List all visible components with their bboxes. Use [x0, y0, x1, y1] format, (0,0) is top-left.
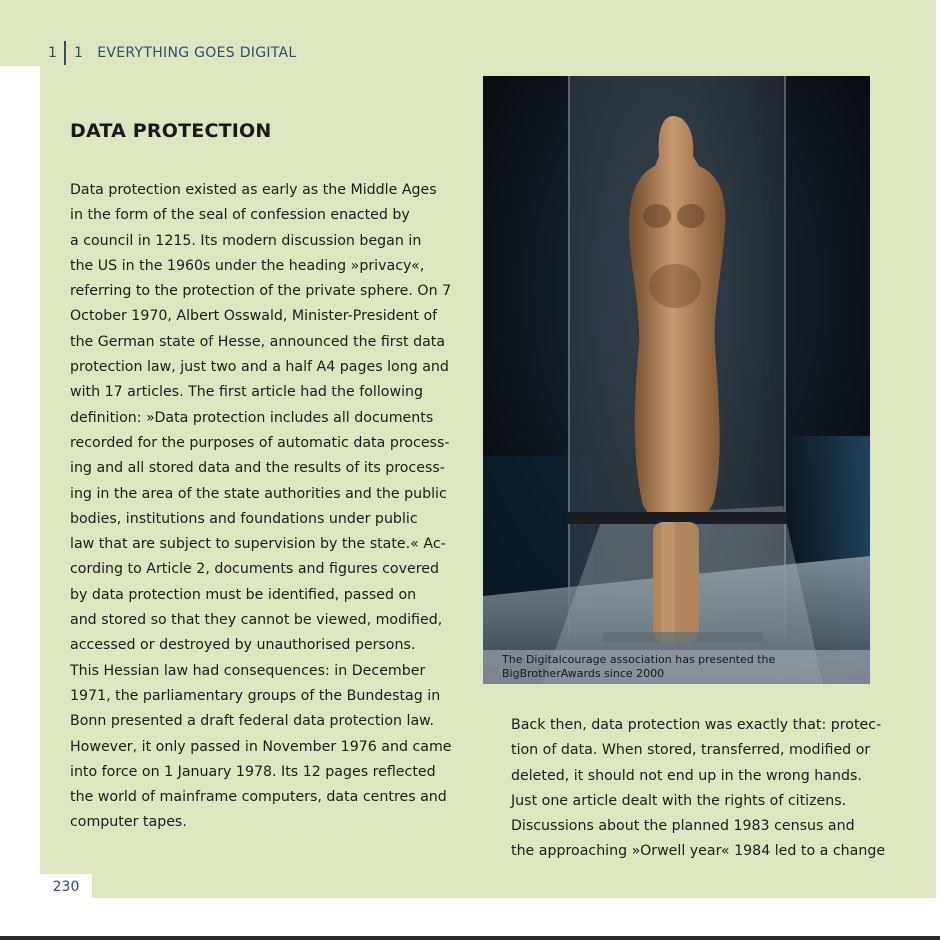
body-text-line: a council in 1215. Its modern discussion began in: [70, 232, 422, 249]
body-text-line: referring to the protection of the private sphere. On 7: [70, 283, 452, 300]
body-text-line: ing and all stored data and the results of its process-: [70, 460, 445, 477]
chapter-title: EVERYTHING GOES DIGITAL: [97, 45, 297, 61]
body-text-line: Just one article dealt with the rights of citizens.: [511, 792, 847, 809]
body-text-line: 1971, the parliamentary groups of the Bundestag in: [70, 687, 441, 704]
body-text-line: with 17 articles. The first article had the following: [70, 384, 424, 401]
body-text-line: the German state of Hesse, announced the first data: [70, 333, 446, 350]
chapter-number: 1: [48, 45, 58, 61]
image-caption: [502, 653, 775, 681]
body-text-line: bodies, institutions and foundations under public: [70, 510, 418, 527]
body-text-line: Data protection existed as early as the Middle Ages: [70, 182, 437, 198]
body-text-line: the world of mainframe computers, data centres and: [70, 789, 447, 806]
body-text-line: into force on 1 January 1978. Its 12 pages reflected: [70, 763, 436, 780]
body-text-line: law that are subject to supervision by the state.« Ac-: [70, 536, 446, 553]
left-column-text: [70, 178, 452, 836]
body-text-line: Bonn presented a draft federal data protection law.: [70, 713, 434, 730]
body-text-line: definition: »Data protection includes all documents: [70, 409, 434, 426]
body-text-line: Discussions about the planned 1983 census and: [511, 818, 855, 835]
body-text-line: in the form of the seal of confession enacted by: [70, 207, 410, 224]
bottom-edge: [0, 936, 940, 940]
section-title: DATA PROTECTION: [70, 120, 272, 142]
body-text-line: deleted, it should not end up in the wrong hands.: [511, 767, 862, 784]
body-text-line: However, it only passed in November 1976 and came: [70, 738, 452, 755]
running-header: [48, 42, 297, 64]
body-text-line: October 1970, Albert Osswald, Minister-President of: [70, 308, 438, 325]
body-text-line: protection law, just two and a half A4 pages long and: [70, 359, 449, 376]
body-text-line: the US in the 1960s under the heading »privacy«,: [70, 257, 425, 274]
header-divider: [64, 41, 66, 65]
body-text-line: Back then, data protection was exactly that: protec-: [511, 717, 882, 733]
body-text-line: the approaching »Orwell year« 1984 led to a change: [511, 843, 886, 860]
body-text-line: by data protection must be identified, passed on: [70, 586, 417, 603]
page-number: 230: [40, 874, 92, 900]
body-text-line: accessed or destroyed by unauthorised persons.: [70, 637, 416, 654]
body-text-line: ing in the area of the state authorities and the public: [70, 485, 447, 502]
body-text-line: recorded for the purposes of automatic data process-: [70, 434, 450, 451]
body-text-line: tion of data. When stored, transferred, modified or: [511, 742, 871, 759]
section-number: 1: [74, 45, 84, 61]
caption-line: BigBrotherAwards since 2000: [502, 667, 665, 680]
left-margin-strip: [0, 66, 40, 898]
body-text-line: cording to Article 2, documents and figures covered: [70, 561, 439, 578]
body-text-line: and stored so that they cannot be viewed, modified,: [70, 612, 443, 629]
right-column-text: [511, 713, 886, 865]
award-statue-photo: [483, 76, 870, 684]
body-text-line: computer tapes.: [70, 814, 187, 831]
right-edge: [936, 0, 940, 940]
statue-illustration: [483, 76, 870, 684]
caption-line: The Digitalcourage association has presented the: [502, 653, 776, 666]
body-text-line: This Hessian law had consequences: in December: [70, 662, 426, 679]
